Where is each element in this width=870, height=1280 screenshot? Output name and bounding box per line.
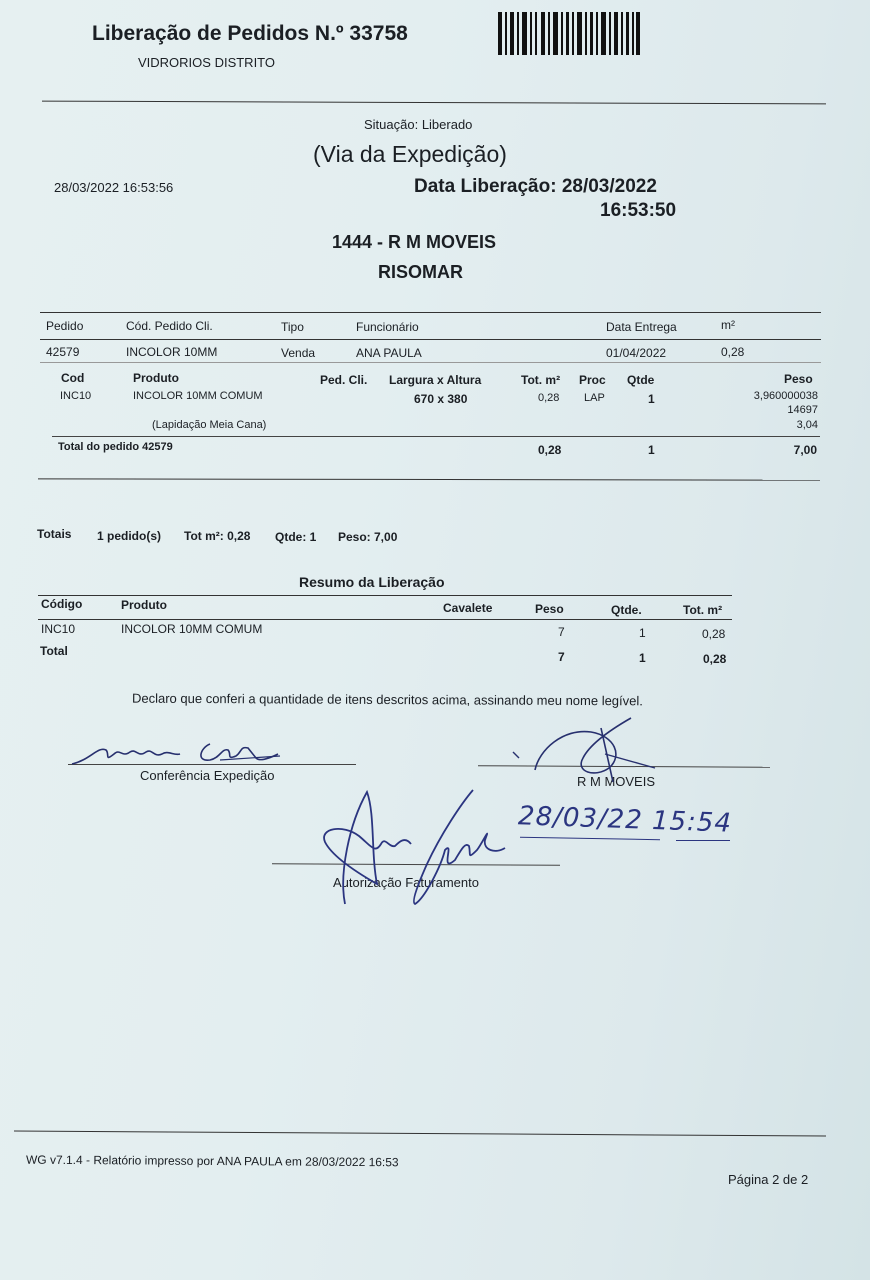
summary-total-peso: 7 [558, 650, 565, 664]
order-row-line [40, 362, 821, 363]
item-reference: 14697 [787, 404, 818, 416]
item-qtde: 1 [648, 392, 655, 406]
order-data-entrega: 01/04/2022 [606, 346, 667, 360]
item-cod: INC10 [60, 390, 92, 402]
item-col-ped-cli: Ped. Cli. [320, 373, 368, 387]
autorizacao-signature [315, 784, 515, 910]
item-peso-unit: 3,960000038 [753, 390, 818, 402]
item-col-proc: Proc [579, 373, 606, 387]
document-title: Liberação de Pedidos N.º 33758 [92, 22, 408, 45]
summary-col-peso: Peso [535, 602, 564, 616]
item-observation: (Lapidação Meia Cana) [152, 419, 267, 431]
summary-col-cavalete: Cavalete [443, 601, 493, 615]
summary-row-tot-m2: 0,28 [702, 627, 726, 641]
status-text: Situação: Liberado [364, 117, 473, 132]
copy-label: (Via da Expedição) [313, 141, 507, 167]
summary-total-label: Total [40, 644, 68, 658]
summary-total-qtde: 1 [639, 651, 646, 665]
order-total-m2: 0,28 [538, 443, 562, 457]
declaration-text: Declaro que conferi a quantidade de itens descritos acima, assinando meu nome legível. [131, 690, 643, 709]
summary-col-tot-m2: Tot. m² [683, 603, 723, 617]
item-proc: LAP [584, 392, 605, 404]
order-total-label: Total do pedido 42579 [58, 441, 173, 453]
item-produto: INCOLOR 10MM COMUM [133, 390, 263, 402]
summary-row-codigo: INC10 [41, 622, 76, 636]
printed-timestamp: 28/03/2022 16:53:56 [54, 180, 174, 195]
summary-row-qtde: 1 [639, 626, 646, 640]
order-tipo: Venda [281, 346, 316, 360]
expedicao-label: Conferência Expedição [140, 768, 275, 783]
totals-qtde: Qtde: 1 [275, 530, 317, 544]
totals-tot-m2: Tot m²: 0,28 [184, 529, 251, 543]
summary-header-line [38, 619, 732, 620]
totals-peso: Peso: 7,00 [338, 530, 398, 544]
order-cod-cli: INCOLOR 10MM [126, 345, 218, 359]
order-top-line [40, 312, 821, 313]
handwritten-time-underline [676, 840, 730, 841]
release-date: Data Liberação: 28/03/2022 [414, 176, 657, 197]
item-col-produto: Produto [133, 371, 179, 385]
summary-col-qtde: Qtde. [611, 603, 642, 617]
item-col-peso: Peso [784, 372, 813, 386]
order-header-line [40, 339, 821, 340]
autorizacao-label: Autorização Faturamento [333, 875, 479, 890]
release-time: 16:53:50 [600, 200, 677, 221]
order-total-line [52, 436, 820, 437]
col-cod-cli: Cód. Pedido Cli. [126, 319, 213, 333]
header-divider [42, 101, 826, 105]
item-col-cod: Cod [61, 371, 85, 385]
col-tipo: Tipo [281, 320, 304, 334]
summary-col-codigo: Código [41, 597, 83, 611]
item-dimensions: 670 x 380 [414, 392, 468, 406]
handwritten-date: 28/03/22 15:54 [517, 801, 733, 839]
barcode [498, 12, 640, 55]
summary-row-produto: INCOLOR 10MM COMUM [121, 622, 263, 636]
item-col-tot-m2: Tot. m² [521, 373, 561, 387]
order-m2: 0,28 [721, 345, 745, 359]
handwritten-date-underline [520, 837, 660, 840]
order-funcionario: ANA PAULA [356, 346, 422, 360]
summary-col-produto: Produto [121, 598, 167, 612]
col-pedido: Pedido [46, 319, 84, 333]
item-col-qtde: Qtde [627, 373, 655, 387]
order-pedido: 42579 [46, 345, 80, 359]
summary-title: Resumo da Liberação [299, 574, 445, 590]
footer-line [14, 1131, 826, 1137]
footer-report-info: WG v7.1.4 - Relatório impresso por ANA PAULA em 28/03/2022 16:53 [25, 1152, 399, 1170]
totals-pedidos: 1 pedido(s) [97, 529, 162, 543]
customer-company: RISOMAR [378, 262, 463, 282]
item-peso-total: 3,04 [796, 419, 818, 431]
col-funcionario: Funcionário [356, 320, 419, 334]
footer-page-number: Página 2 de 2 [728, 1172, 809, 1187]
summary-row-peso: 7 [558, 625, 565, 639]
company-name: VIDRORIOS DISTRITO [138, 55, 275, 70]
col-m2: m² [721, 318, 735, 332]
summary-total-tot-m2: 0,28 [703, 652, 727, 666]
col-data-entrega: Data Entrega [606, 320, 677, 334]
order-bottom-line [38, 478, 820, 480]
item-tot-m2: 0,28 [538, 392, 560, 404]
summary-top-line [38, 595, 732, 596]
customer-name: 1444 - R M MOVEIS [332, 232, 497, 252]
totals-label: Totais [37, 527, 72, 541]
item-col-dimensions: Largura x Altura [389, 373, 482, 387]
cliente-label: R M MOVEIS [577, 774, 656, 789]
order-total-peso: 7,00 [793, 443, 817, 457]
order-total-qtde: 1 [648, 443, 655, 457]
cliente-signature [505, 712, 685, 792]
expedicao-signature [70, 736, 290, 770]
